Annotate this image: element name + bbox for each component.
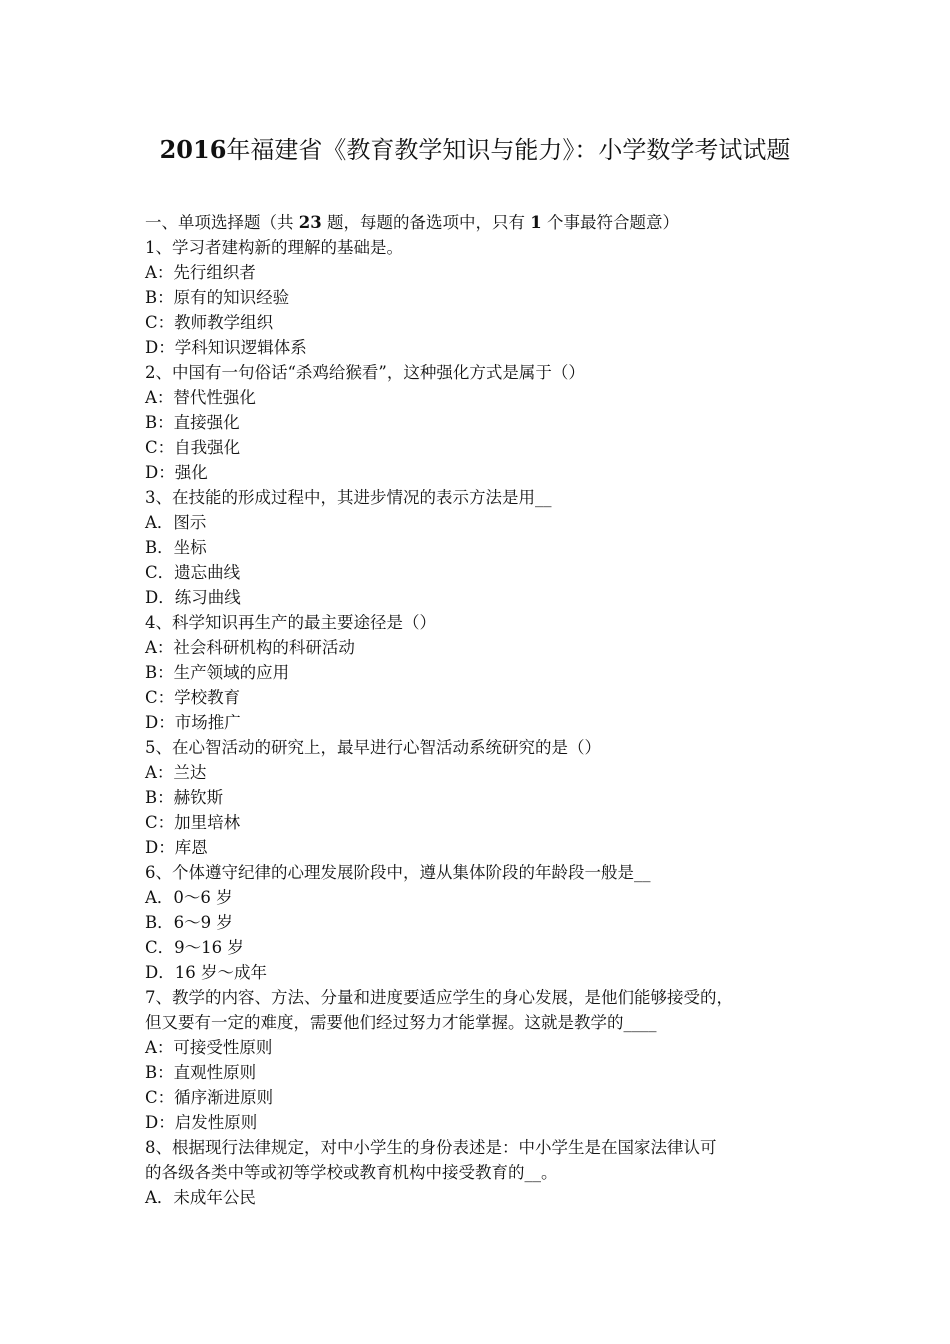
option: D：学科知识逻辑体系 bbox=[145, 338, 307, 357]
option: B．6～9 岁 bbox=[145, 913, 233, 932]
question-stem-7: 7、教学的内容、方法、分量和进度要适应学生的身心发展，是他们能够接受的， bbox=[145, 988, 733, 1007]
option: B：直接强化 bbox=[145, 413, 240, 432]
page-title bbox=[0, 133, 950, 167]
option: C：循序渐进原则 bbox=[145, 1088, 274, 1107]
option: D：库恩 bbox=[145, 838, 208, 857]
answer-count: 1 bbox=[530, 213, 542, 232]
option: C：学校教育 bbox=[145, 688, 241, 707]
option: D．练习曲线 bbox=[145, 588, 241, 607]
option: B：赫钦斯 bbox=[145, 788, 224, 807]
question-stem-5: 5、在心智活动的研究上，最早进行心智活动系统研究的是（） bbox=[145, 738, 601, 757]
title-year: 2016 bbox=[159, 135, 227, 164]
option: C：自我强化 bbox=[145, 438, 241, 457]
option: C．遗忘曲线 bbox=[145, 563, 241, 582]
question-stem-4: 4、科学知识再生产的最主要途径是（） bbox=[145, 613, 436, 632]
question-stem-7-cont: 但又要有一定的难度，需要他们经过努力才能掌握。这就是教学的____ bbox=[145, 1013, 657, 1032]
title-text: 年福建省《教育教学知识与能力》：小学数学考试试题 bbox=[226, 136, 791, 164]
section-heading-text: 一、单项选择题（共 bbox=[145, 213, 299, 232]
option: B：生产领域的应用 bbox=[145, 663, 290, 682]
option: D．16 岁～成年 bbox=[145, 963, 267, 982]
section-heading-text: 题，每题的备选项中，只有 bbox=[321, 213, 531, 232]
option: D：启发性原则 bbox=[145, 1113, 258, 1132]
option: B：原有的知识经验 bbox=[145, 288, 290, 307]
option: A．未成年公民 bbox=[145, 1188, 256, 1207]
option: A：社会科研机构的科研活动 bbox=[145, 638, 355, 657]
question-stem-3: 3、在技能的形成过程中，其进步情况的表示方法是用__ bbox=[145, 488, 552, 507]
option: C．9～16 岁 bbox=[145, 938, 244, 957]
option: D：市场推广 bbox=[145, 713, 241, 732]
question-count: 23 bbox=[298, 213, 322, 232]
question-stem-8: 8、根据现行法律规定，对中小学生的身份表述是：中小学生是在国家法律认可 bbox=[145, 1138, 717, 1157]
option: C：教师教学组织 bbox=[145, 313, 274, 332]
option: A：先行组织者 bbox=[145, 263, 256, 282]
option: B：直观性原则 bbox=[145, 1063, 257, 1082]
question-stem-8-cont: 的各级各类中等或初等学校或教育机构中接受教育的__。 bbox=[145, 1163, 558, 1182]
option: A．0～6 岁 bbox=[145, 888, 233, 907]
option: A：兰达 bbox=[145, 763, 207, 782]
question-stem-1: 1、学习者建构新的理解的基础是。 bbox=[145, 238, 403, 257]
option: C：加里培林 bbox=[145, 813, 241, 832]
option: D：强化 bbox=[145, 463, 208, 482]
option: B．坐标 bbox=[145, 538, 207, 557]
document-body bbox=[145, 210, 815, 1210]
option: A．图示 bbox=[145, 513, 207, 532]
question-stem-2: 2、中国有一句俗话“杀鸡给猴看”，这种强化方式是属于（） bbox=[145, 363, 585, 382]
section-heading-text: 个事最符合题意） bbox=[541, 213, 679, 232]
option: A：替代性强化 bbox=[145, 388, 256, 407]
section-heading bbox=[145, 210, 815, 235]
option: A：可接受性原则 bbox=[145, 1038, 273, 1057]
question-stem-6: 6、个体遵守纪律的心理发展阶段中，遵从集体阶段的年龄段一般是__ bbox=[145, 863, 651, 882]
